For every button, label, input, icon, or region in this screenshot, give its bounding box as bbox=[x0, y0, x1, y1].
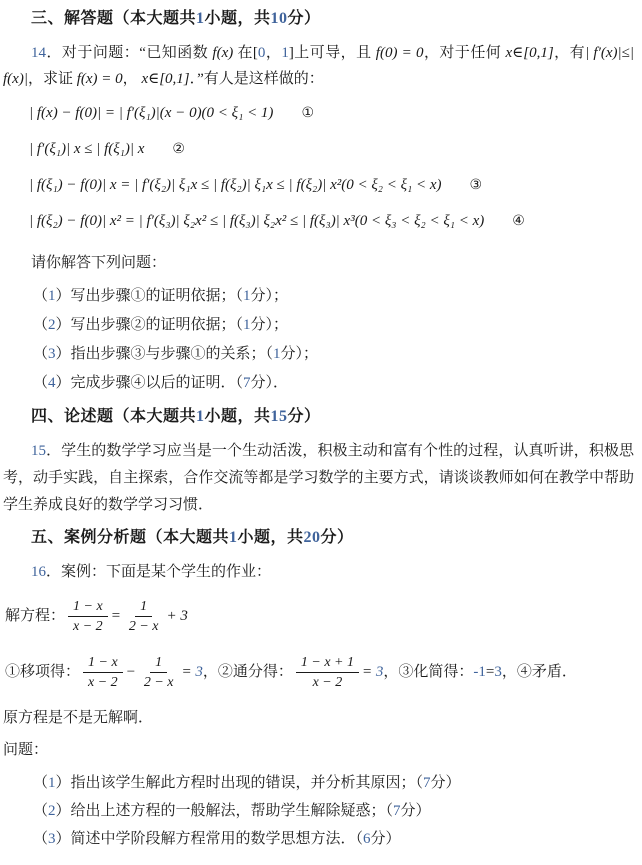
problem-14-text-1: 14．对于问题：“已知函数 bbox=[31, 45, 213, 61]
fraction-4 bbox=[139, 654, 179, 691]
question-16-1: （1）指出该学生解此方程时出现的错误，并分析其原因；（7分） bbox=[33, 775, 461, 791]
formula-step-2-body: | f′(ξ₁)| x ≤ | f(ξ₁)| x bbox=[29, 141, 145, 157]
solve-equation-label: 解方程： bbox=[5, 608, 66, 624]
formula-step-4-body: | f(ξ₂) − f(0)| x² = | f′(ξ₃)| ξ₂x² ≤ | f(ξ₃)| ξ₂x² ≤ | f(ξ₃)| x³(0 < ξ₃ < ξ₂ < ξ₁ < x) bbox=[29, 213, 485, 229]
no-solution-remark bbox=[3, 705, 634, 731]
circled-1-icon: ① bbox=[301, 105, 314, 121]
circled-4-icon: ④ bbox=[512, 213, 525, 229]
problem-14-text-8: ．”有人是这样做的： bbox=[189, 71, 324, 87]
problems-label: 问题： bbox=[3, 742, 49, 758]
student-equation bbox=[5, 593, 634, 639]
fraction-1 bbox=[68, 598, 108, 635]
fraction-5-denominator: x − 2 bbox=[312, 675, 343, 691]
fraction-1-denominator: x − 2 bbox=[73, 619, 103, 635]
fraction-4-denominator: 2 − x bbox=[143, 675, 174, 691]
answer-prompt: 请你解答下列问题： bbox=[31, 255, 167, 271]
fraction-3-numerator: 1 − x bbox=[83, 654, 123, 673]
section3-heading: 三、解答题（本大题共1小题，共10分） bbox=[31, 10, 321, 27]
question-14-4: （4）完成步骤④以后的证明．（7分）． bbox=[33, 375, 289, 391]
math-x-domain-2: x∈[0,1] bbox=[141, 71, 190, 87]
equals-three-2: = 3 bbox=[361, 664, 384, 680]
math-fx-zero: f(x) = 0 bbox=[76, 71, 123, 87]
section4-heading: 四、论述题（本大题共1小题，共15分） bbox=[31, 408, 321, 425]
step3-step4-text: ，③化简得：-1=3，④矛盾． bbox=[383, 664, 577, 680]
math-fx: f(x) bbox=[212, 45, 234, 61]
equals-three-1: = 3 bbox=[181, 664, 203, 680]
math-f0: f(0) = 0 bbox=[375, 45, 424, 61]
problem-14-text-6: 求证 bbox=[42, 71, 77, 87]
formula-step-4 bbox=[29, 206, 634, 242]
formula-step-3-body: | f(ξ₁) − f(0)| x = | f′(ξ₂)| ξ₁x ≤ | f(ξ₂)| ξ₁x ≤ | f(ξ₂)| x²(0 < ξ₂ < ξ₁ < x) bbox=[29, 177, 442, 193]
section5-heading: 五、案例分析题（本大题共1小题，共20分） bbox=[31, 529, 354, 546]
formula-step-3 bbox=[29, 170, 634, 206]
minus-sign: − bbox=[125, 664, 136, 680]
question-14-3: （3）指出步骤③与步骤①的关系；（1分）； bbox=[33, 346, 319, 362]
circled-2-icon: ② bbox=[172, 141, 185, 157]
problem-14-text-2: 在[0，1]上可导，且 bbox=[233, 45, 376, 61]
fraction-5 bbox=[296, 654, 359, 691]
problem-15-statement: 15．学生的数学学习应当是一个生动活泼，积极主动和富有个性的过程，认真听讲，积极思考，动手实践，自主探索，合作交流等都是学习数学的主要方式，请谈谈教师如何在教学中帮助学生养成良好的数学学习习惯． bbox=[3, 443, 634, 513]
fraction-2-numerator: 1 bbox=[135, 598, 152, 617]
exam-document bbox=[3, 8, 634, 853]
step2-label: ，②通分得： bbox=[202, 664, 293, 680]
fraction-4-numerator: 1 bbox=[150, 654, 167, 673]
problem-14-text-5: ， bbox=[27, 71, 43, 87]
problem-14-text-7: ， bbox=[122, 71, 142, 87]
fraction-3 bbox=[83, 654, 123, 691]
plus-three: + 3 bbox=[166, 608, 188, 624]
fraction-2 bbox=[124, 598, 164, 635]
circled-3-icon: ③ bbox=[469, 177, 483, 193]
problem-14-text-4: ，有 bbox=[553, 45, 586, 61]
fraction-2-denominator: 2 − x bbox=[128, 619, 159, 635]
math-x-domain: x∈[0,1] bbox=[505, 45, 554, 61]
fraction-1-numerator: 1 − x bbox=[68, 598, 108, 617]
formula-step-1-body: | f(x) − f(0)| = | f′(ξ₁)|(x − 0)(0 < ξ₁ < 1) bbox=[29, 105, 274, 121]
fraction-3-denominator: x − 2 bbox=[88, 675, 118, 691]
fraction-5-numerator: 1 − x + 1 bbox=[296, 654, 359, 673]
question-14-1: （1）写出步骤①的证明依据；（1分）； bbox=[33, 288, 289, 304]
question-16-3: （3）简述中学阶段解方程常用的数学思想方法．（6分） bbox=[33, 831, 401, 847]
problem-16-statement: 16．案例：下面是某个学生的作业： bbox=[31, 564, 272, 580]
problem-14-statement bbox=[3, 40, 634, 92]
problem-14-text-3: ，对于任何 bbox=[423, 45, 506, 61]
question-16-2: （2）给出上述方程的一般解法，帮助学生解除疑惑；（7分） bbox=[33, 803, 431, 819]
formula-step-2 bbox=[29, 134, 634, 170]
formula-step-1 bbox=[29, 98, 634, 134]
equals-sign: = bbox=[110, 608, 121, 624]
question-14-2: （2）写出步骤②的证明依据；（1分）； bbox=[33, 317, 289, 333]
no-solution-text: 原方程是不是无解啊． bbox=[3, 710, 154, 726]
step1-label: ①移项得： bbox=[5, 664, 81, 680]
student-work-steps bbox=[5, 649, 634, 695]
math-derivative-bound: | f′(x)|≤| f(x)| bbox=[3, 45, 634, 87]
